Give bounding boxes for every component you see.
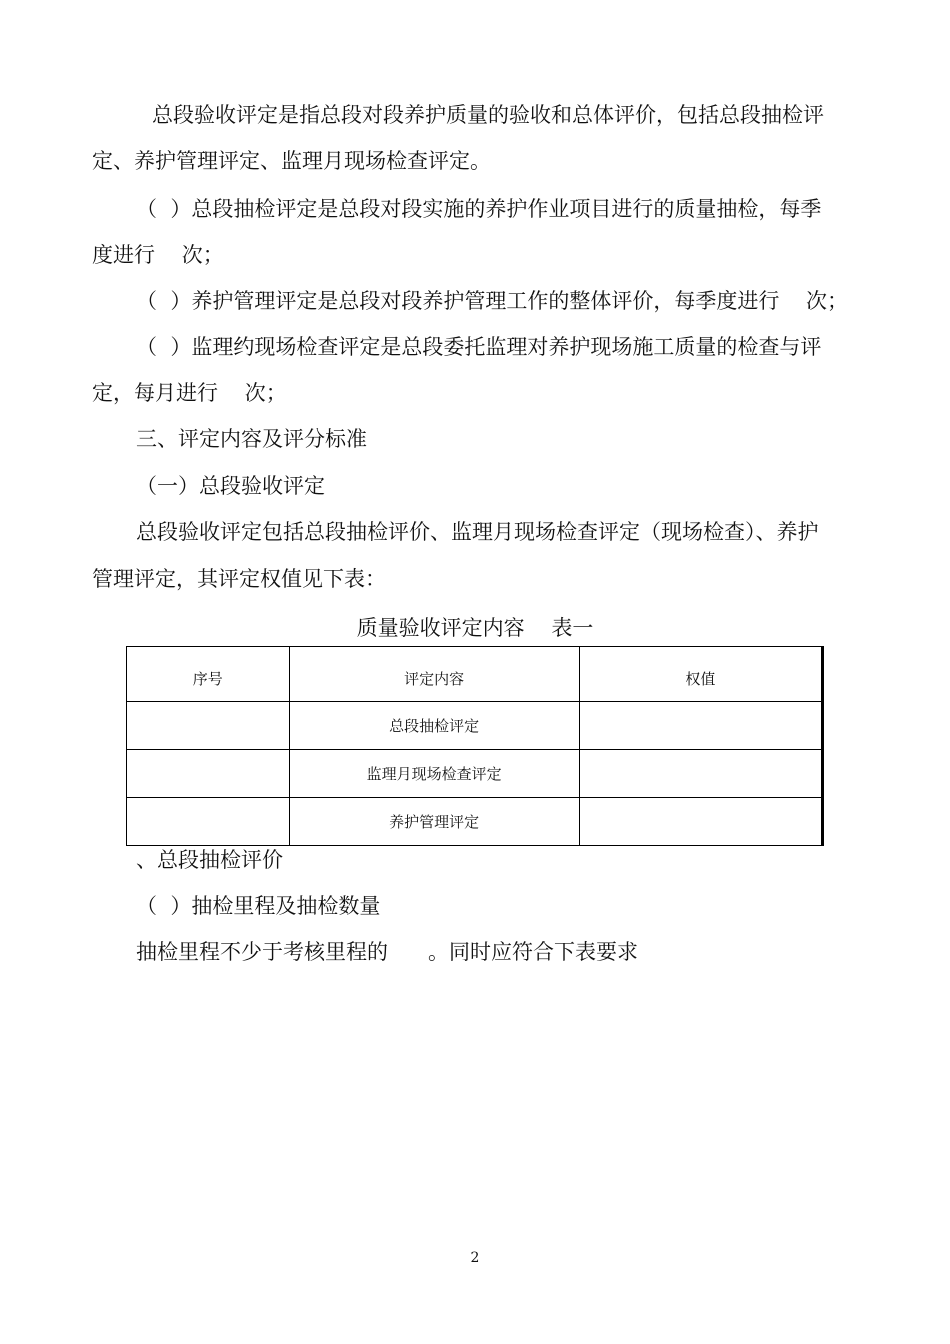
table-header-row [127,647,823,702]
paragraph-line: 定，每月进行 次； [92,381,287,405]
table-cell [127,798,290,846]
subsection-heading: （一）总段验收评定 [136,474,325,498]
table-cell [127,750,290,798]
paragraph-line: 度进行 次； [92,243,224,267]
paragraph-line: （ ）监理约现场检查评定是总段委托监理对养护现场施工质量的检查与评 [136,335,822,359]
table-row [127,702,823,750]
paragraph-line: 总段验收评定包括总段抽检评价、监理月现场检查评定（现场检查）、养护 [136,520,819,544]
page-number: 2 [470,1250,480,1266]
table-cell [127,702,290,750]
table-header-cell: 权值 [579,647,822,702]
paragraph-line: 定、养护管理评定、监理月现场检查评定。 [92,149,491,173]
paragraph-line: 总段验收评定是指总段对段养护质量的验收和总体评价，包括总段抽检评 [152,103,824,127]
paragraph-line: （ ）总段抽检评定是总段对段实施的养护作业项目进行的质量抽检，每季 [136,197,822,221]
table-cell: 总段抽检评定 [289,702,579,750]
evaluation-table [126,646,824,846]
paragraph-line: 管理评定，其评定权值见下表： [92,567,386,591]
subsection-heading: 、总段抽检评价 [136,848,283,872]
table-cell: 监理月现场检查评定 [289,750,579,798]
table-cell [579,798,822,846]
table-cell [579,750,822,798]
subsection-heading: （ ）抽检里程及抽检数量 [136,894,381,918]
table-caption: 质量验收评定内容 表一 [356,616,594,640]
table-header-cell: 序号 [127,647,290,702]
table-cell [579,702,822,750]
table-row [127,750,823,798]
section-heading: 三、评定内容及评分标准 [136,427,367,451]
paragraph-line: （ ）养护管理评定是总段对段养护管理工作的整体评价，每季度进行 次； [136,289,849,313]
table-header-cell: 评定内容 [289,647,579,702]
table-cell: 养护管理评定 [289,798,579,846]
table-row [127,798,823,846]
paragraph-line: 抽检里程不少于考核里程的 。同时应符合下表要求 [136,940,639,964]
